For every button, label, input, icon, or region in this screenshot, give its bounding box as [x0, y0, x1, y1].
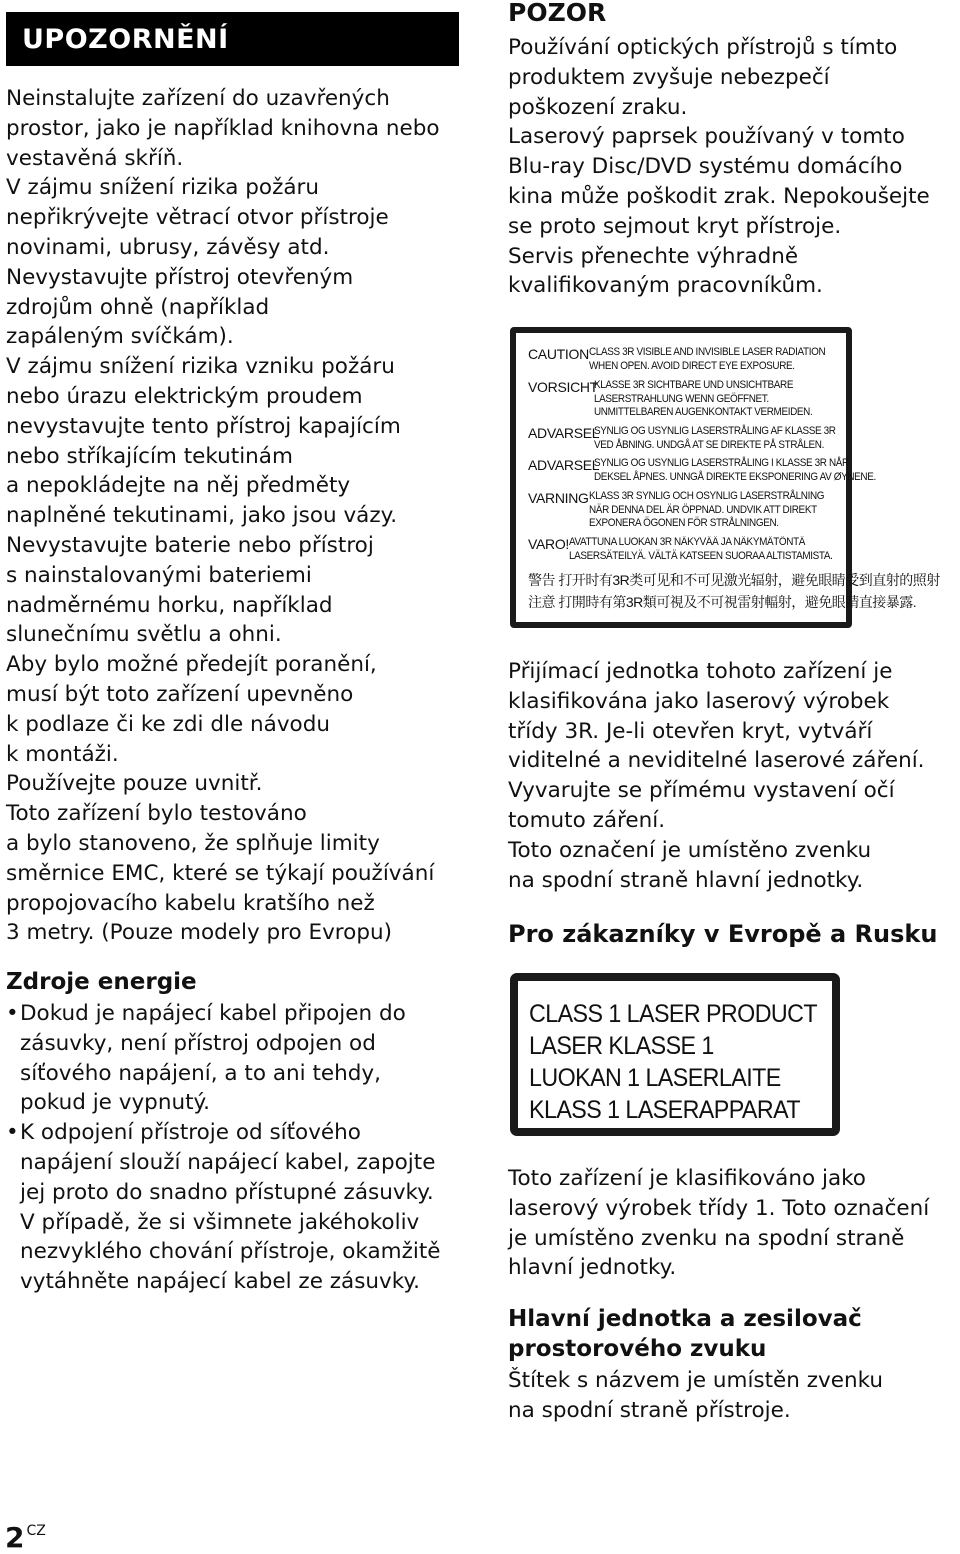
label-word: ADVARSEL: [528, 457, 600, 473]
label-line: LASER KLASSE 1: [529, 1032, 714, 1060]
label-cn-text: [528, 569, 940, 613]
text-line: Toto zařízení je klasifikováno jako: [508, 1166, 866, 1191]
text-line: je umístěno zvenku na spodní straně: [508, 1225, 905, 1251]
label-line: LASERSÄTEILYÄ. VÄLTÄ KATSEEN SUORAA ALTISTAMISTA.: [569, 549, 833, 562]
label-line: CLASS 1 LASER PRODUCT: [529, 1000, 818, 1028]
text-line: Štítek s názvem je umístěn zvenku: [508, 1368, 884, 1393]
text-line: viditelné a neviditelné laserové záření.: [508, 748, 925, 774]
text-line: 3 metry. (Pouze modely pro Evropu): [6, 920, 392, 946]
text-line: V zájmu snížení rizika vzniku požáru: [6, 354, 395, 380]
heading-line: Hlavní jednotka a zesilovač: [508, 1306, 862, 1332]
text-line: slunečnímu světlu a ohni.: [6, 622, 282, 648]
text-line: • Dokud je napájecí kabel připojen do: [20, 1001, 406, 1026]
label-line: NÄR DENNA DEL ÄR ÖPPNAD. UNDVIK ATT DIREKT: [588, 503, 817, 516]
customers-heading: Pro zákazníky v Evropě a Rusku: [508, 920, 938, 948]
text-line: klasifikována jako laserový výrobek: [508, 688, 890, 714]
label-line: SYNLIG OG USYNLIG LASERSTRÅLING I KLASSE 3R NÅR: [594, 457, 849, 469]
label-word: VORSICHT: [528, 379, 598, 395]
label-text: [594, 425, 836, 452]
text-line: Aby bylo možné předejít poranění,: [6, 652, 377, 678]
label-line: KLASS 3R SYNLIG OCH OSYNLIG LASERSTRÅLNING: [588, 490, 824, 502]
text-line: s nainstalovanými bateriemi: [6, 562, 312, 588]
text-line: pokud je vypnutý.: [20, 1090, 211, 1116]
warning-text: [6, 84, 461, 948]
text-line: Toto označení je umístěno zvenku: [508, 837, 872, 863]
text-line: Nevystavujte přístroj otevřeným: [6, 264, 354, 290]
text-line: Používejte pouze uvnitř.: [6, 771, 263, 797]
label-word: VARO!: [528, 536, 570, 552]
text-line: třídy 3R. Je-li otevřen kryt, vytváří: [508, 718, 873, 744]
text-line: Nevystavujte baterie nebo přístroj: [6, 532, 374, 558]
text-line: zdrojům ohně (například: [6, 294, 270, 320]
text-line: Laserový paprsek používaný v tomto: [508, 124, 905, 150]
label-line: SYNLIG OG USYNLIG LASERSTRÅLING AF KLASSE 3R: [594, 425, 836, 437]
text-line: kvalifikovaným pracovníkům.: [508, 273, 823, 299]
text-line: jej proto do snadno přístupné zásuvky.: [20, 1179, 434, 1205]
label-row: [528, 379, 840, 420]
label-line: CLASS 3R VISIBLE AND INVISIBLE LASER RADIATION: [588, 346, 826, 358]
label-line: 注意 打開時有第3R類可視及不可視雷射輻射，避免眼睛直接暴露.: [528, 594, 917, 610]
label-line: 警告 打开时有3R类可见和不可见激光辐射，避免眼睛受到直射的照射: [528, 572, 940, 588]
label-text: [594, 457, 876, 484]
label-text: [569, 536, 832, 563]
text-line: síťového napájení, a to ani tehdy,: [20, 1060, 381, 1086]
text-line: V případě, že si všimnete jakéhokoliv: [20, 1209, 420, 1235]
main-unit-text: [508, 1366, 953, 1426]
text-line: propojovacího kabelu kratšího než: [6, 890, 375, 916]
text-line: naplněné tekutinami, jako jsou vázy.: [6, 503, 398, 529]
label-row: [528, 346, 840, 373]
label-row: [528, 457, 876, 484]
power-bullet-list: [6, 999, 461, 1297]
page-number-value: 2: [5, 1521, 25, 1554]
class1-laser-label: [510, 973, 840, 1136]
text-line: produktem zvyšuje nebezpečí: [508, 64, 830, 90]
text-line: kina může poškodit zrak. Nepokoušejte: [508, 183, 930, 209]
laser-caution-label: [510, 327, 940, 628]
main-unit-heading: [508, 1304, 862, 1364]
text-line: novinami, ubrusy, závěsy atd.: [6, 234, 330, 260]
label-text: [589, 490, 824, 531]
text-line: laserový výrobek třídy 1. Toto označení: [508, 1195, 930, 1221]
text-line: Toto zařízení bylo testováno: [6, 801, 307, 827]
label-line: VED ÅBNING. UNDGÅ AT SE DIREKTE PÅ STRÅLEN.: [594, 438, 824, 451]
label-text: [589, 346, 825, 373]
label-line: WHEN OPEN. AVOID DIRECT EYE EXPOSURE.: [588, 359, 795, 372]
text-line: směrnice EMC, které se týkají používání: [6, 860, 435, 886]
text-line: V zájmu snížení rizika požáru: [6, 175, 320, 201]
text-line: a nepokládejte na něj předměty: [6, 473, 351, 499]
text-line: nebo stříkajícím tekutinám: [6, 443, 293, 469]
label-line: AVATTUNA LUOKAN 3R NÄKYVÄÄ JA NÄKYMÄTÖNTÄ: [569, 536, 806, 548]
text-line: Servis přenechte výhradně: [508, 243, 799, 269]
class1-text: [508, 1164, 953, 1283]
text-line: Vyvarujte se přímému vystavení očí: [508, 778, 895, 804]
heading-line: prostorového zvuku: [508, 1336, 767, 1362]
text-line: poškození zraku.: [508, 94, 688, 120]
label-line: EXPONERA ÖGONEN FÖR STRÅLNINGEN.: [588, 517, 779, 530]
text-line: napájení slouží napájecí kabel, zapojte: [20, 1149, 436, 1175]
label-line: LUOKAN 1 LASERLAITE: [529, 1064, 781, 1092]
label-word: VARNING: [528, 490, 589, 506]
text-line: nezvyklého chování přístroje, okamžitě: [20, 1239, 441, 1265]
label-line: LASERSTRAHLUNG WENN GEÖFFNET.: [594, 392, 769, 405]
text-line: musí být toto zařízení upevněno: [6, 681, 354, 707]
text-line: k montáži.: [6, 741, 119, 767]
text-line: tomuto záření.: [508, 807, 666, 833]
text-line: na spodní straně přístroje.: [508, 1397, 791, 1423]
text-line: Neinstalujte zařízení do uzavřených: [6, 86, 390, 111]
receiver-text: [508, 657, 953, 895]
label-text: [594, 379, 820, 420]
text-line: nepřikrývejte větrací otvor přístroje: [6, 205, 389, 231]
warning-heading-bar: [6, 12, 459, 66]
text-line: nevystavujte tento přístroj kapajícím: [6, 413, 401, 439]
label-row: [528, 425, 840, 452]
label-line: KLASSE 3R SICHTBARE UND UNSICHTBARE: [594, 379, 794, 391]
text-line: zapáleným svíčkám).: [6, 324, 234, 350]
warning-heading: UPOZORNĚNÍ: [22, 23, 229, 55]
list-item: [6, 999, 461, 1118]
list-item: [6, 1118, 461, 1297]
text-line: na spodní straně hlavní jednotky.: [508, 867, 864, 893]
text-line: Používání optických přístrojů s tímto: [508, 35, 898, 60]
text-line: • K odpojení přístroje od síťového: [20, 1120, 361, 1146]
label-row: [528, 490, 840, 531]
text-line: se proto sejmout kryt přístroje.: [508, 213, 842, 239]
caution-text: [508, 33, 953, 301]
text-line: vestavěná skříň.: [6, 145, 184, 171]
text-line: Blu-ray Disc/DVD systému domácího: [508, 154, 903, 180]
page-number: [5, 1517, 46, 1552]
text-line: vytáhněte napájecí kabel ze zásuvky.: [20, 1269, 420, 1295]
text-line: nadměrnému horku, například: [6, 592, 333, 618]
label-row: [528, 536, 840, 563]
text-line: hlavní jednotky.: [508, 1255, 677, 1281]
text-line: a bylo stanoveno, že splňuje limity: [6, 830, 380, 856]
label-word: CAUTION: [528, 346, 589, 362]
label-word: ADVARSEL: [528, 425, 600, 441]
text-line: nebo úrazu elektrickým proudem: [6, 383, 363, 409]
text-line: k podlaze či ke zdi dle návodu: [6, 711, 330, 737]
text-line: prostor, jako je například knihovna nebo: [6, 115, 440, 141]
label-line: UNMITTELBAREN AUGENKONTAKT VERMEIDEN.: [594, 406, 813, 419]
power-heading: Zdroje energie: [6, 969, 197, 995]
page-language-code: CZ: [26, 1523, 46, 1539]
label-line: DEKSEL ÅPNES. UNNGÅ DIREKTE EKSPONERING AV ØYNENE.: [594, 470, 876, 483]
caution-heading: POZOR: [508, 0, 607, 27]
text-line: zásuvky, není přístroj odpojen od: [20, 1030, 376, 1056]
label-line: KLASS 1 LASERAPPARAT: [529, 1096, 800, 1124]
text-line: Přijímací jednotka tohoto zařízení je: [508, 659, 893, 684]
